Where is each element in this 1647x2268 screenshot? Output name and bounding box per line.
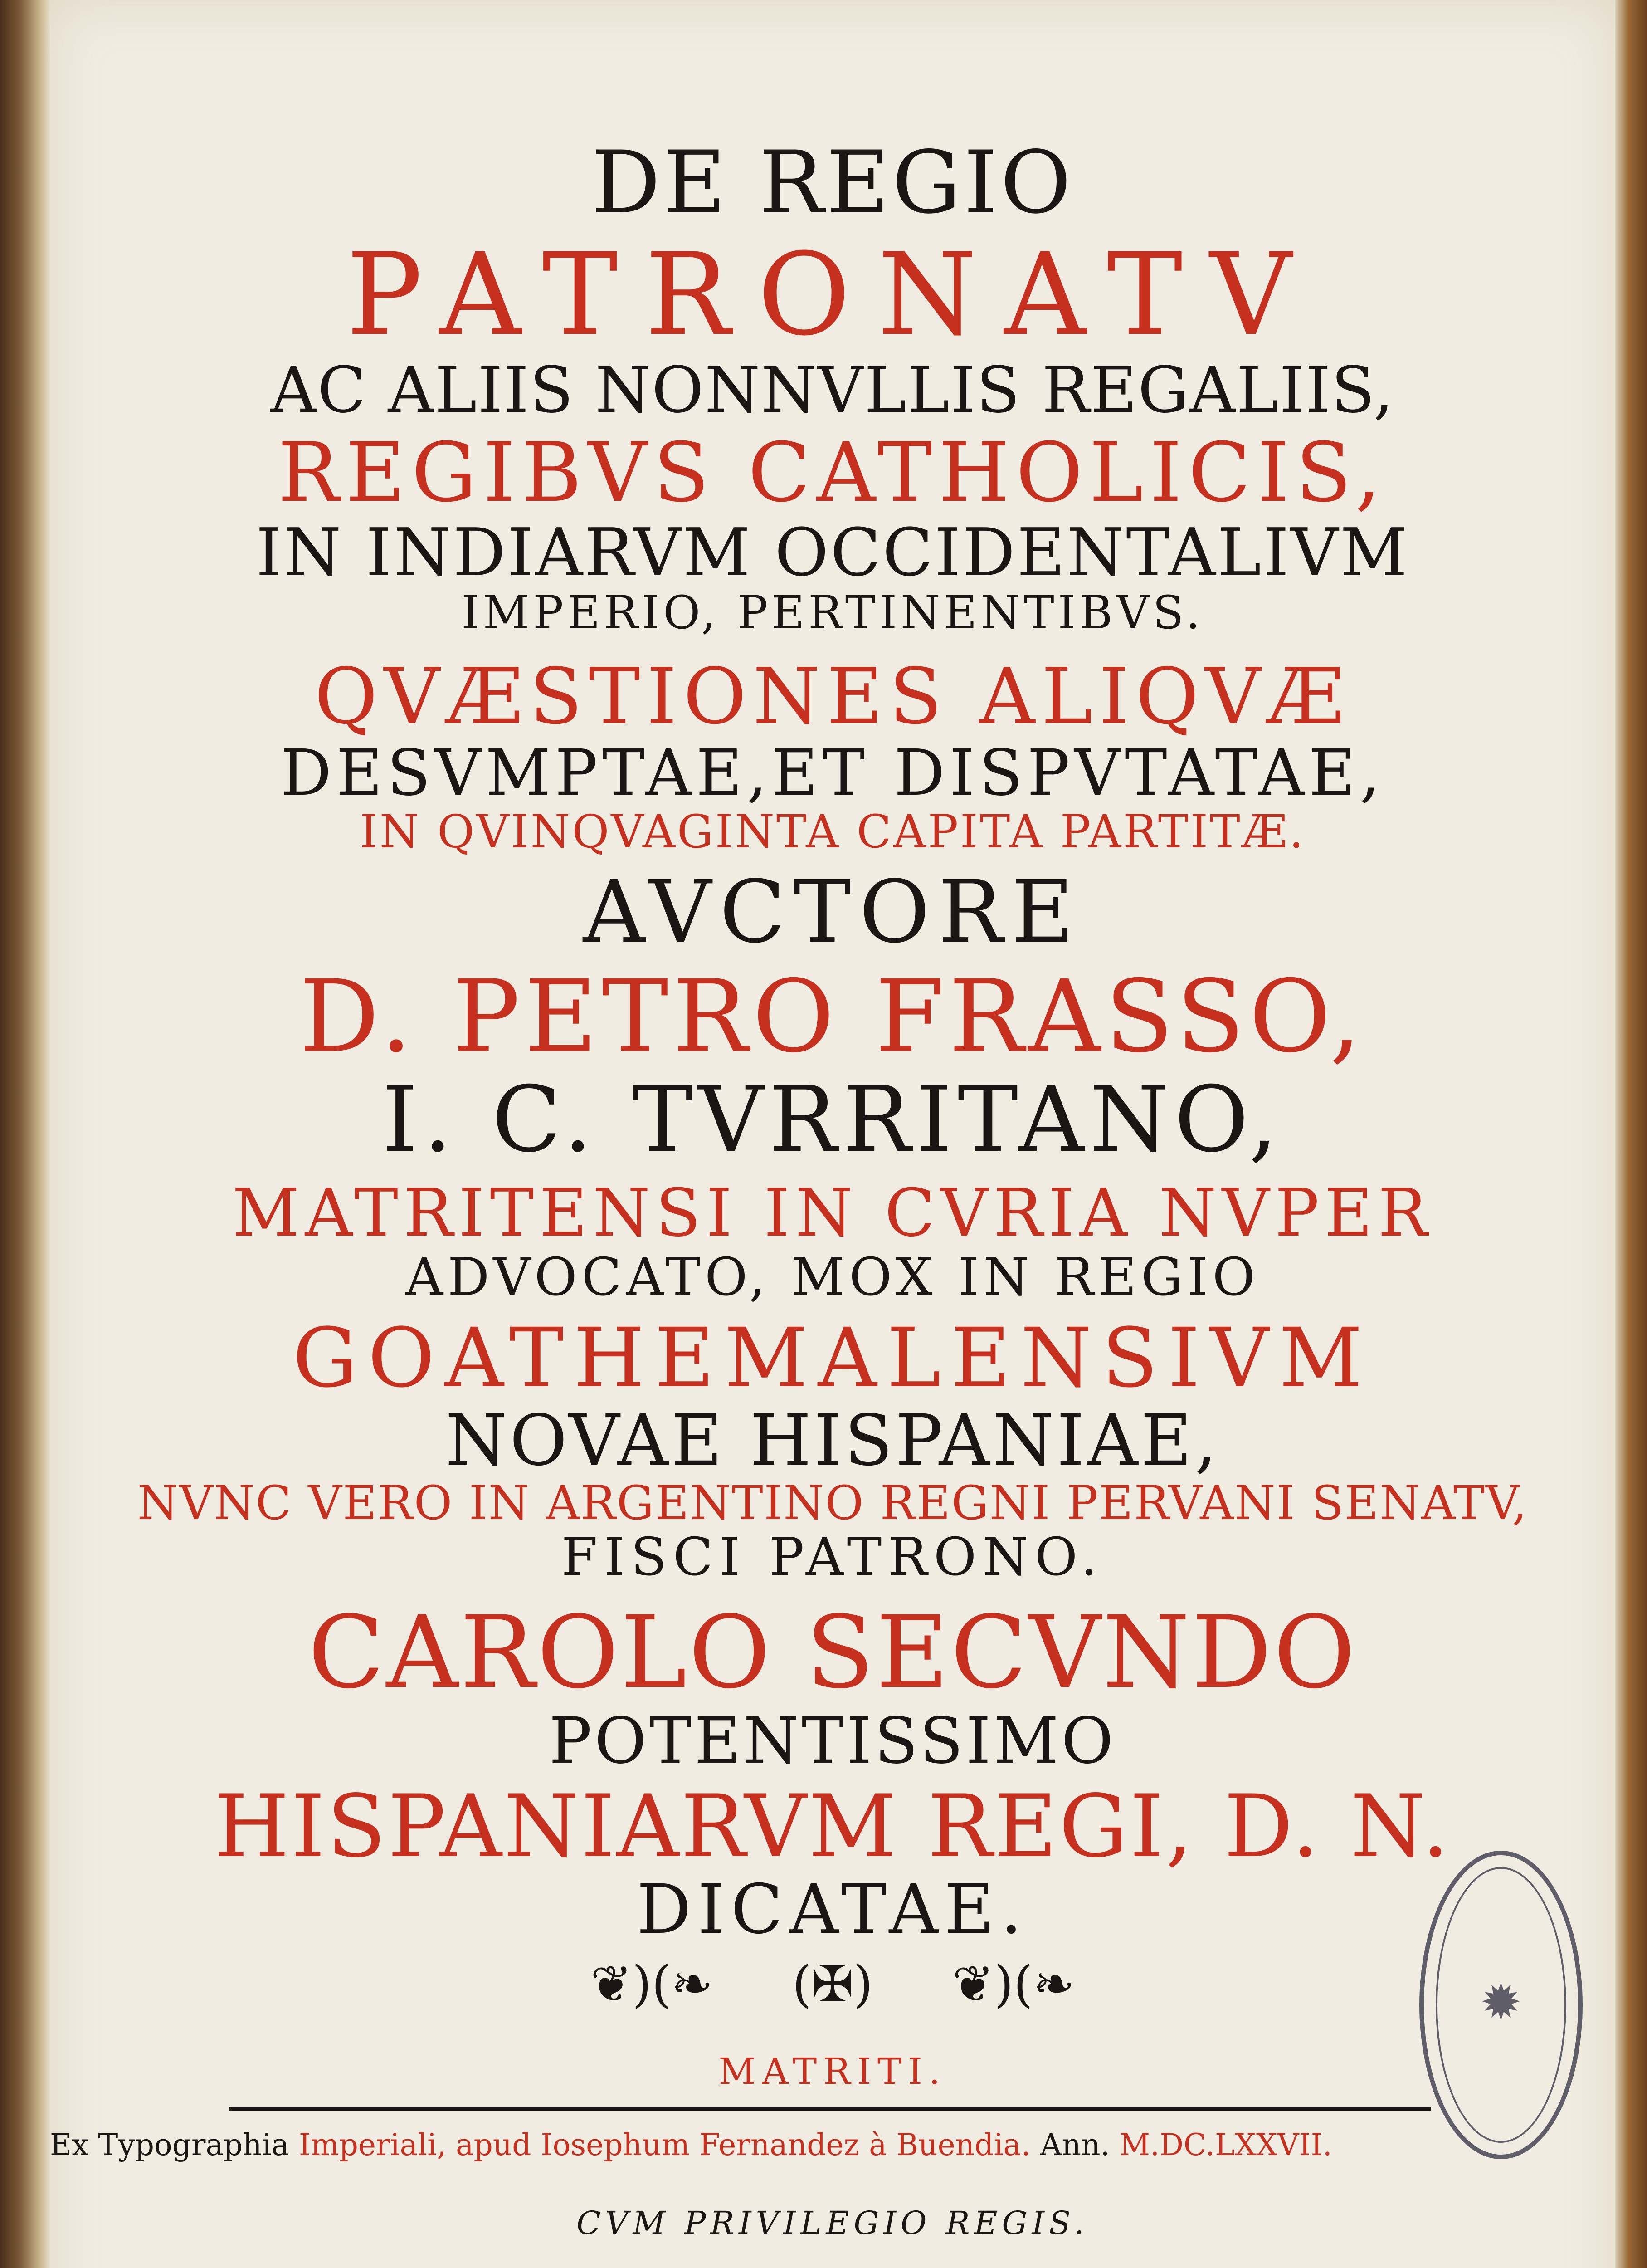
stamp-star-icon: ✹ (1480, 1973, 1522, 2031)
title-line-de-regio: DE REGIO (591, 132, 1074, 233)
title-line-turritano: I. C. TVRRITANO, (382, 1066, 1283, 1173)
printer-ornaments (50, 1955, 1615, 2013)
title-line-advocato: ADVOCATO, MOX IN REGIO (405, 1246, 1260, 1308)
title-page (50, 0, 1615, 2268)
title-line-imperio: IMPERIO, PERTINENTIBVS. (461, 586, 1204, 640)
right-binding (1615, 0, 1647, 2268)
title-line-patronatu: PATRONATV (346, 229, 1319, 361)
imprint-prefix: Ex Typographia (50, 2127, 299, 2162)
title-line-dicatae: DICATAE. (637, 1870, 1028, 1950)
fleuron-right-icon: ❦)(❧ (952, 1955, 1075, 2013)
title-line-novae-hispaniae: NOVAE HISPANIAE, (445, 1399, 1220, 1482)
title-line-matritensi: MATRITENSI IN CVRIA NVPER (232, 1174, 1433, 1251)
title-line-nunc-vero: NVNC VERO IN ARGENTINO REGNI PERVANI SENATV, (137, 1476, 1528, 1531)
imprint-year: M.DC.LXXVII. (1119, 2127, 1332, 2162)
title-line-auctore: AVCTORE (583, 862, 1082, 963)
fleuron-left-icon: ❦)(❧ (590, 1955, 713, 2013)
imprint-ann: Ann. (1030, 2127, 1120, 2162)
imprint-printer: Imperiali, apud Iosephum Fernandez à Buendia. (299, 2127, 1031, 2162)
title-line-potentissimo: POTENTISSIMO (549, 1704, 1116, 1778)
title-line-in-indiarum: IN INDIARVM OCCIDENTALIVM (256, 514, 1409, 591)
privilege-line: CVM PRIVILEGIO REGIS. (576, 2204, 1089, 2242)
title-line-carolo-secundo: CAROLO SECVNDO (308, 1594, 1357, 1711)
place-of-publication: MATRITI. (718, 2050, 947, 2092)
imprint-line (50, 2127, 1332, 2162)
title-line-quinquaginta: IN QVINQVAGINTA CAPITA PARTITÆ. (360, 805, 1306, 859)
title-line-fisci-patrono: FISCI PATRONO. (561, 1526, 1104, 1588)
title-line-quaestiones: QVÆSTIONES ALIQVÆ (314, 652, 1351, 742)
title-line-ac-aliis: AC ALIIS NONNVLLIS REGALIIS, (270, 353, 1395, 428)
title-line-hispaniarum-regi: HISPANIARVM REGI, D. N. (214, 1776, 1451, 1877)
title-line-regibus: REGIBVS CATHOLICIS, (278, 425, 1388, 521)
horizontal-rule (229, 2107, 1431, 2111)
title-block (50, 132, 1615, 1950)
left-binding (0, 0, 50, 2268)
title-line-desumptae: DESVMPTAE,ET DISPVTATAE, (280, 736, 1385, 810)
cross-ornament-icon: (✠) (792, 1955, 873, 2013)
library-stamp (1419, 1851, 1583, 2159)
title-line-goathemalensium: GOATHEMALENSIVM (292, 1310, 1373, 1406)
author-name: D. PETRO FRASSO, (299, 958, 1366, 1075)
